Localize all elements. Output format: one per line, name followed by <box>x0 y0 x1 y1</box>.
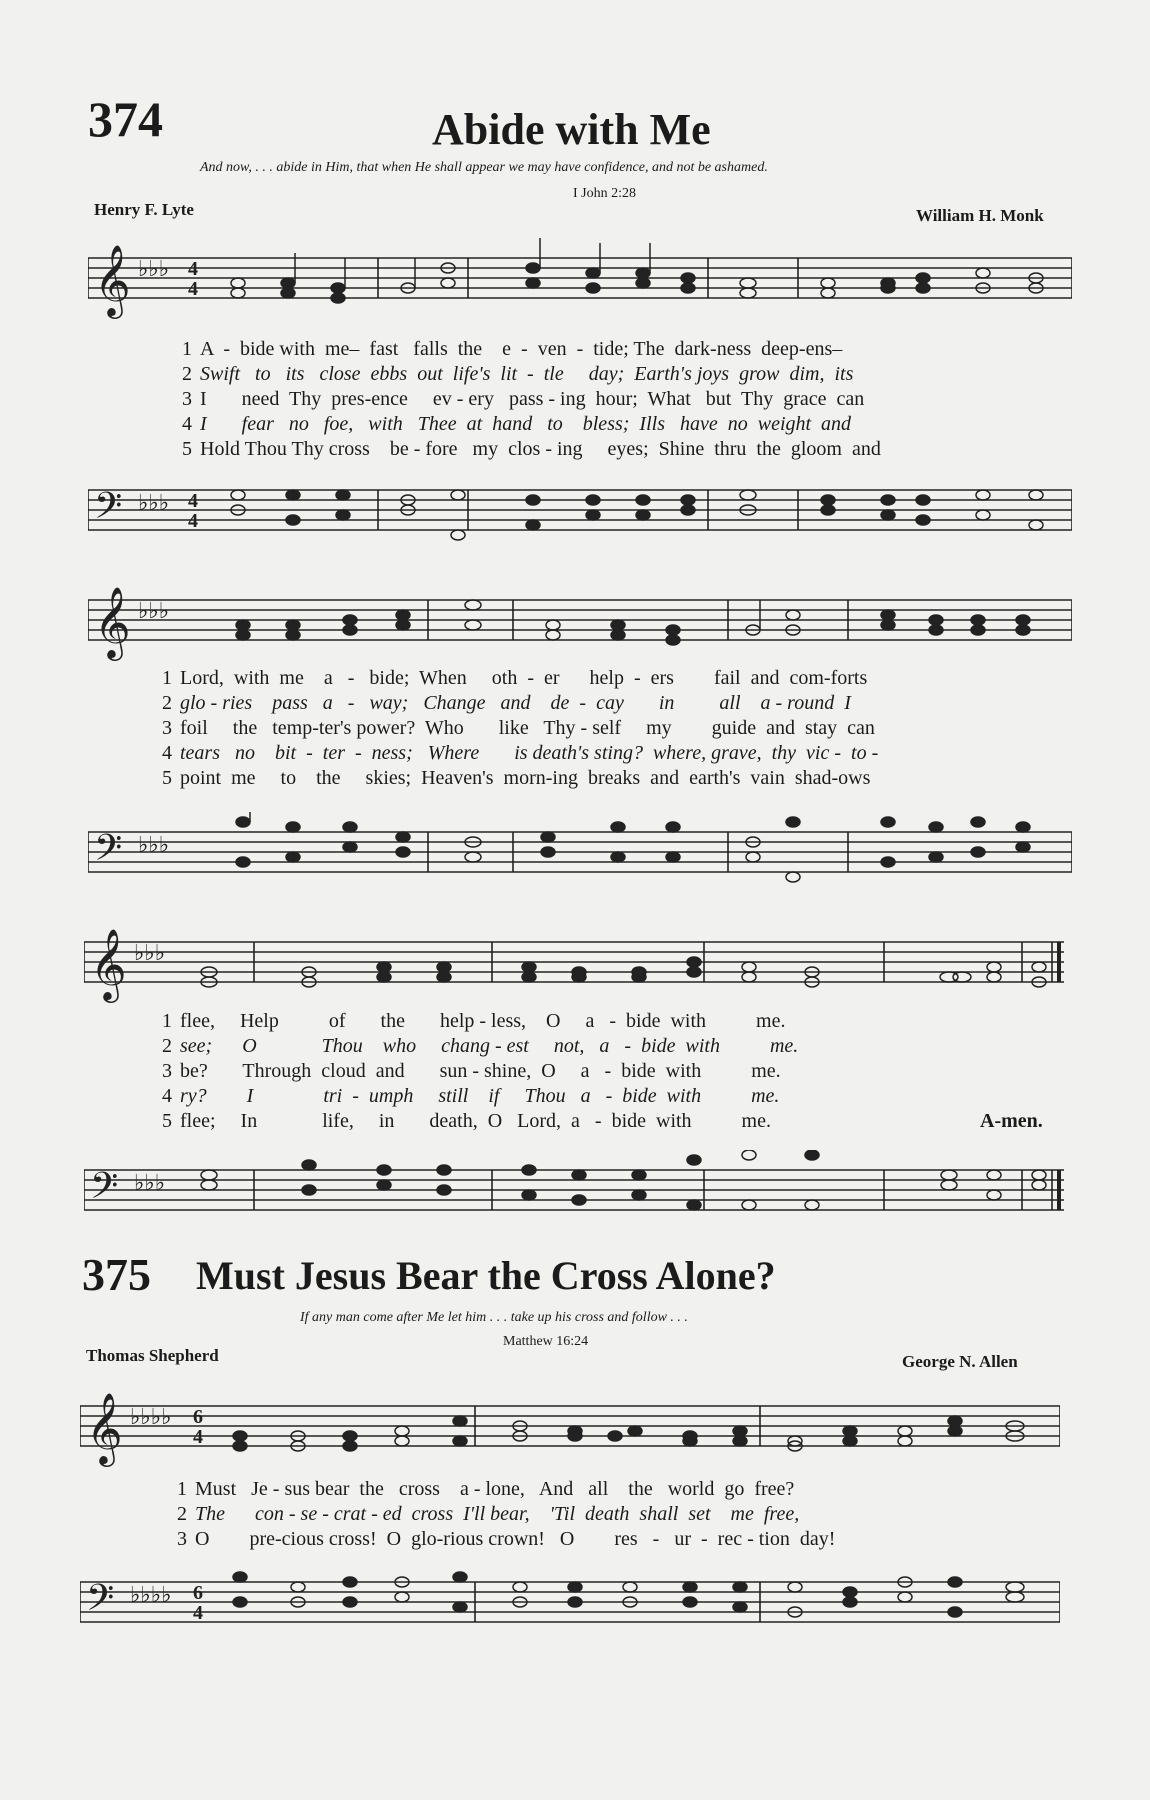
hymn-title: Abide with Me <box>432 105 711 154</box>
scripture-reference: Matthew 16:24 <box>503 1334 589 1349</box>
verse-line-5: 5 flee; In life, in death, O Lord, a - bide with me. <box>162 1110 771 1132</box>
svg-text:4: 4 <box>193 1426 203 1448</box>
svg-text:𝄢: 𝄢 <box>86 1577 115 1628</box>
author-credit: Henry F. Lyte <box>94 200 194 219</box>
svg-text:𝄞: 𝄞 <box>94 585 131 658</box>
svg-text:♭♭♭: ♭♭♭ <box>138 833 170 858</box>
treble-staff-system-2 <box>88 570 1072 670</box>
scripture-reference: I John 2:28 <box>573 186 636 201</box>
verse-line-3: 3 be? Through cloud and sun - shine, O a - bide with me. <box>162 1060 781 1082</box>
verse-line-1: 1 A - bide with me– fast falls the e - ven - tide; The dark-ness deep-ens– <box>182 338 843 360</box>
svg-text:♭♭♭♭: ♭♭♭♭ <box>130 1583 172 1608</box>
treble-staff-system-3 <box>84 912 1064 1012</box>
verse-line-1: 1 Must Je - sus bear the cross a - lone, And all the world go free? <box>177 1478 795 1500</box>
composer-credit: William H. Monk <box>916 206 1044 225</box>
verse-line-4: 4 tears no bit - ter - ness; Where is death's sting? where, grave, thy vic - to - <box>162 742 879 764</box>
svg-text:4: 4 <box>188 258 198 280</box>
svg-text:𝄢: 𝄢 <box>94 485 123 536</box>
bass-staff-system-1 <box>88 470 1072 560</box>
treble-staff-hymn-375 <box>80 1376 1060 1476</box>
verse-line-4: 4 ry? I tri - umph still if Thou a - bide with me. <box>162 1085 780 1107</box>
epigraph: If any man come after Me let him . . . take up his cross and follow . . . <box>300 1310 688 1325</box>
svg-text:♭♭♭: ♭♭♭ <box>138 599 170 624</box>
svg-text:4: 4 <box>188 278 198 300</box>
verse-line-1: 1 Lord, with me a - bide; When oth - er help - ers fail and com-forts <box>162 667 868 689</box>
bass-staff-system-2 <box>88 812 1072 902</box>
svg-text:4: 4 <box>188 490 198 512</box>
composer-credit: George N. Allen <box>902 1352 1018 1371</box>
svg-text:𝄢: 𝄢 <box>94 827 123 878</box>
treble-staff-system-1 <box>88 228 1072 328</box>
verse-line-1: 1 flee, Help of the help - less, O a - bide with me. <box>162 1010 786 1032</box>
svg-text:6: 6 <box>193 1406 203 1428</box>
hymn-title: Must Jesus Bear the Cross Alone? <box>196 1253 776 1298</box>
svg-text:♭♭♭: ♭♭♭ <box>138 491 170 516</box>
verse-line-2: 2 glo - ries pass a - way; Change and de - cay in all a - round I <box>162 692 851 714</box>
verse-line-5: 5 Hold Thou Thy cross be - fore my clos - ing eyes; Shine thru the gloom and <box>182 438 881 460</box>
amen-text: A-men. <box>980 1110 1043 1132</box>
verse-line-5: 5 point me to the skies; Heaven's morn-ing breaks and earth's vain shad-ows <box>162 767 871 789</box>
svg-text:𝄞: 𝄞 <box>90 927 127 1000</box>
verse-line-2: 2 see; O Thou who chang - est not, a - bide with me. <box>162 1035 799 1057</box>
verse-line-3: 3 foil the temp-ter's power? Who like Thy - self my guide and stay can <box>162 717 875 739</box>
verse-line-2: 2 Swift to its close ebbs out life's lit - tle day; Earth's joys grow dim, its <box>182 363 854 385</box>
svg-text:4: 4 <box>188 510 198 532</box>
svg-text:♭♭♭: ♭♭♭ <box>134 941 166 966</box>
hymn-number: 374 <box>88 91 163 147</box>
verse-line-4: 4 I fear no foe, with Thee at hand to bless; Ills have no weight and <box>182 413 852 435</box>
svg-text:♭♭♭♭: ♭♭♭♭ <box>130 1405 172 1430</box>
bass-staff-system-3 <box>84 1150 1064 1240</box>
author-credit: Thomas Shepherd <box>86 1346 219 1365</box>
svg-text:𝄞: 𝄞 <box>86 1391 123 1464</box>
svg-text:♭♭♭: ♭♭♭ <box>134 1171 166 1196</box>
bass-staff-hymn-375 <box>80 1562 1060 1652</box>
verse-line-3: 3 I need Thy pres-ence ev - ery pass - ing hour; What but Thy grace can <box>182 388 865 410</box>
svg-text:4: 4 <box>193 1602 203 1624</box>
svg-text:𝄢: 𝄢 <box>90 1165 119 1216</box>
svg-text:6: 6 <box>193 1582 203 1604</box>
svg-text:♭♭♭: ♭♭♭ <box>138 257 170 282</box>
hymn-number: 375 <box>82 1249 151 1300</box>
epigraph: And now, . . . abide in Him, that when He shall appear we may have confidence, and not be ashamed. <box>200 160 768 175</box>
verse-line-2: 2 The con - se - crat - ed cross I'll bear, 'Til death shall set me free, <box>177 1503 800 1525</box>
svg-text:𝄞: 𝄞 <box>94 243 131 316</box>
verse-line-3: 3 O pre-cious cross! O glo-rious crown! O res - ur - rec - tion day! <box>177 1528 836 1550</box>
